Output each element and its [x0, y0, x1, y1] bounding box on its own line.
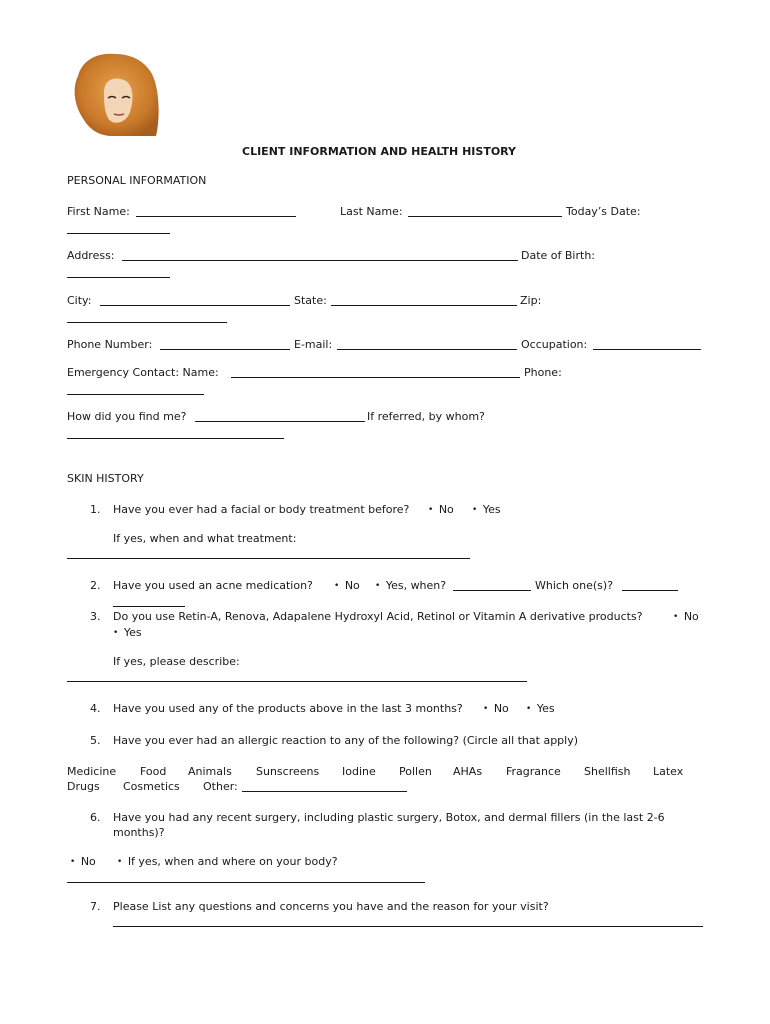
first-name-field[interactable] — [136, 216, 296, 217]
emergency-phone-field[interactable] — [67, 394, 204, 395]
occupation-field[interactable] — [593, 349, 701, 350]
address-field[interactable] — [122, 260, 518, 261]
city-label: City: — [67, 294, 92, 307]
section-heading-personal: PERSONAL INFORMATION — [67, 174, 207, 187]
allergen-food[interactable]: Food — [140, 765, 167, 778]
last-name-field[interactable] — [408, 216, 562, 217]
referred-field[interactable] — [67, 438, 284, 439]
q6-text-line1: Have you had any recent surgery, including plastic surgery, Botox, and dermal fillers (in the last 2-6 — [113, 811, 665, 824]
email-label: E-mail: — [294, 338, 333, 351]
referred-label: If referred, by whom? — [367, 410, 485, 423]
allergen-latex[interactable]: Latex — [653, 765, 684, 778]
allergen-pollen[interactable]: Pollen — [399, 765, 432, 778]
q3-sub-label: If yes, please describe: — [113, 655, 240, 668]
q4-text: Have you used any of the products above in the last 3 months? — [113, 702, 463, 715]
allergen-sunscreens[interactable]: Sunscreens — [256, 765, 320, 778]
q1-text: Have you ever had a facial or body treatment before? — [113, 503, 410, 516]
q7-answer-field[interactable] — [113, 926, 703, 927]
first-name-label: First Name: — [67, 205, 130, 218]
q3-no-option[interactable]: • No — [673, 610, 699, 623]
address-label: Address: — [67, 249, 115, 262]
q1-sub-label: If yes, when and what treatment: — [113, 532, 297, 545]
q3-number: 3. — [90, 610, 101, 623]
q1-no-option[interactable]: • No — [428, 503, 454, 516]
section-heading-skin: SKIN HISTORY — [67, 472, 144, 485]
form-title: CLIENT INFORMATION AND HEALTH HISTORY — [242, 145, 517, 158]
q3-describe-field[interactable] — [67, 681, 527, 682]
allergen-medicine[interactable]: Medicine — [67, 765, 117, 778]
q2-which-field-cont[interactable] — [113, 606, 185, 607]
allergen-shellfish[interactable]: Shellfish — [584, 765, 631, 778]
q4-number: 4. — [90, 702, 101, 715]
q6-number: 6. — [90, 811, 101, 824]
emergency-contact-label: Emergency Contact: Name: — [67, 366, 219, 379]
dob-label: Date of Birth: — [521, 249, 596, 262]
zip-field[interactable] — [67, 322, 227, 323]
allergen-iodine[interactable]: Iodine — [342, 765, 376, 778]
q1-yes-option[interactable]: • Yes — [472, 503, 501, 516]
emergency-name-field[interactable] — [231, 377, 520, 378]
q4-no-option[interactable]: • No — [483, 702, 509, 715]
q3-text: Do you use Retin-A, Renova, Adapalene Hydroxyl Acid, Retinol or Vitamin A derivative products? — [113, 610, 643, 623]
find-me-label: How did you find me? — [67, 410, 187, 423]
q2-when-field[interactable] — [453, 590, 531, 591]
todays-date-label: Today’s Date: — [566, 205, 641, 218]
q7-text: Please List any questions and concerns you have and the reason for your visit? — [113, 900, 549, 913]
city-field[interactable] — [100, 305, 290, 306]
q2-yes-option[interactable]: • Yes, when? — [375, 579, 447, 592]
q5-number: 5. — [90, 734, 101, 747]
find-me-field[interactable] — [195, 421, 365, 422]
phone-label: Phone Number: — [67, 338, 153, 351]
dob-field[interactable] — [67, 277, 170, 278]
q6-surgery-field[interactable] — [67, 882, 425, 883]
allergen-other-label: Other: — [203, 780, 238, 793]
q6-text-line2: months)? — [113, 826, 165, 839]
last-name-label: Last Name: — [340, 205, 403, 218]
emergency-phone-label: Phone: — [524, 366, 562, 379]
state-label: State: — [294, 294, 327, 307]
q1-number: 1. — [90, 503, 101, 516]
q1-treatment-field[interactable] — [67, 558, 470, 559]
email-field[interactable] — [337, 349, 517, 350]
state-field[interactable] — [331, 305, 517, 306]
salon-logo — [70, 50, 160, 140]
q2-text: Have you used an acne medication? — [113, 579, 313, 592]
q5-text: Have you ever had an allergic reaction to any of the following? (Circle all that apply) — [113, 734, 579, 747]
allergen-animals[interactable]: Animals — [188, 765, 232, 778]
q6-yes-option[interactable]: • If yes, when and where on your body? — [117, 855, 338, 868]
q2-no-option[interactable]: • No — [334, 579, 360, 592]
q7-number: 7. — [90, 900, 101, 913]
q3-yes-option[interactable]: • Yes — [113, 626, 142, 639]
allergen-ahas[interactable]: AHAs — [453, 765, 483, 778]
allergen-other-field[interactable] — [242, 791, 407, 792]
occupation-label: Occupation: — [521, 338, 588, 351]
zip-label: Zip: — [520, 294, 542, 307]
phone-field[interactable] — [160, 349, 290, 350]
allergen-drugs[interactable]: Drugs — [67, 780, 100, 793]
q4-yes-option[interactable]: • Yes — [526, 702, 555, 715]
q2-which-field[interactable] — [622, 590, 678, 591]
q2-which-label: Which one(s)? — [535, 579, 614, 592]
todays-date-field[interactable] — [67, 233, 170, 234]
q2-number: 2. — [90, 579, 101, 592]
allergen-fragrance[interactable]: Fragrance — [506, 765, 561, 778]
q6-no-option[interactable]: • No — [70, 855, 96, 868]
allergen-cosmetics[interactable]: Cosmetics — [123, 780, 180, 793]
